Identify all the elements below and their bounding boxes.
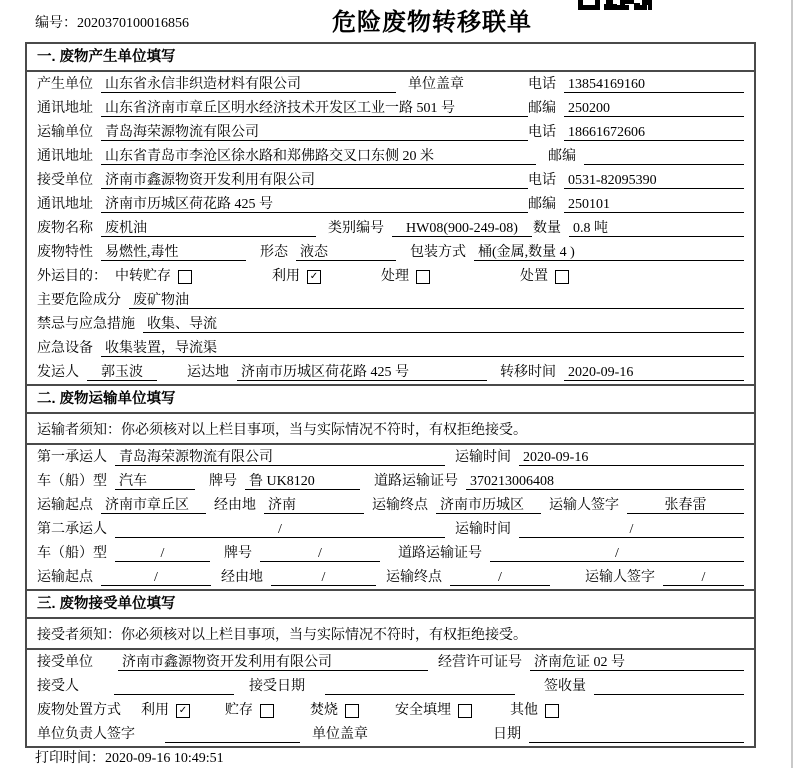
- checkbox-other: [545, 704, 559, 718]
- accept-date-value: [325, 678, 515, 695]
- serial-label: 编号：: [35, 16, 77, 31]
- transport-address-row: [27, 144, 754, 168]
- license-label: 经营许可证号: [438, 655, 522, 670]
- checkbox-landfill: [458, 704, 472, 718]
- checkbox-incinerate: [345, 704, 359, 718]
- transport-time1-value: 2020-09-16: [519, 449, 744, 466]
- section-receiver-title: 三. 废物接受单位填写: [27, 589, 754, 619]
- print-time: 打印时间：2020-09-16 10:49:51: [35, 751, 224, 766]
- serial-number: [35, 12, 189, 32]
- disposal-method-row: [27, 698, 754, 722]
- receiver-address-row: [27, 192, 754, 216]
- checkbox-label: 安全填埋: [395, 703, 451, 718]
- shipper-label: 发运人: [37, 365, 79, 380]
- via2-label: 经由地: [221, 570, 263, 585]
- receiver-address-label: 通讯地址: [37, 197, 93, 212]
- accepting-unit-value: 济南市鑫源物资开发利用有限公司: [118, 654, 428, 671]
- hazard-component-value: 废矿物油: [129, 292, 744, 309]
- vehicle2-row: [27, 541, 754, 565]
- origin1-label: 运输起点: [37, 498, 93, 513]
- transport-address-label: 通讯地址: [37, 149, 93, 164]
- accepting-unit-label: 接受单位: [37, 655, 93, 670]
- quantity-label: 数量: [533, 221, 561, 236]
- origin2-value: /: [101, 569, 211, 586]
- receiver-notice: 接受者须知：你必须核对以上栏目事项，当与实际情况不符时，有权拒绝接受。: [27, 619, 754, 650]
- emergency-equipment-row: [27, 336, 754, 360]
- emergency-measures-row: [27, 312, 754, 336]
- shipper-value: 郭玉波: [87, 364, 157, 381]
- acceptor-label: 接受人: [37, 679, 79, 694]
- accept-date-label: 接受日期: [249, 679, 305, 694]
- via1-value: 济南: [264, 497, 364, 514]
- responsible-sign-label: 单位负责人签字: [37, 727, 135, 742]
- unit-seal-label: 单位盖章: [408, 77, 464, 92]
- category-code-value: HW08(900-249-08): [392, 220, 532, 237]
- receiver-unit-row: [27, 168, 754, 192]
- first-carrier-label: 第一承运人: [37, 450, 107, 465]
- vehicle-type2-value: /: [115, 545, 210, 562]
- transporter-notice: 运输者须知：你必须核对以上栏目事项，当与实际情况不符时，有权拒绝接受。: [27, 414, 754, 445]
- quantity-value: 0.8 吨: [569, 220, 744, 237]
- physical-form-label: 形态: [260, 245, 288, 260]
- origin1-value: 济南市章丘区: [101, 497, 206, 514]
- transport-unit-row: [27, 120, 754, 144]
- checkbox-label: 利用: [141, 703, 169, 718]
- producer-address-label: 通讯地址: [37, 101, 93, 116]
- receiver-phone-value: 0531-82095390: [564, 172, 744, 189]
- plate1-value: 鲁 UK8120: [245, 473, 360, 490]
- endpoint2-label: 运输终点: [386, 570, 442, 585]
- producer-zip-value: 250200: [564, 100, 744, 117]
- transport-address-value: 山东省青岛市李沧区徐水路和郑佛路交叉口东侧 20 米: [101, 148, 536, 165]
- transport-zip-label: 邮编: [548, 149, 576, 164]
- page-edge-line: [791, 0, 793, 768]
- signed-quantity-label: 签收量: [544, 679, 586, 694]
- waste-property-label: 废物特性: [37, 245, 93, 260]
- plate1-label: 牌号: [209, 474, 237, 489]
- transport-zip-value: [584, 148, 744, 165]
- producer-address-value: 山东省济南市章丘区明水经济技术开发区工业一路 501 号: [101, 100, 528, 117]
- emergency-measures-value: 收集、导流: [143, 316, 744, 333]
- receiver-unit-value: 济南市鑫源物资开发利用有限公司: [101, 172, 528, 189]
- page-title: 危险废物转移联单: [332, 9, 532, 36]
- section-producer: [27, 44, 754, 384]
- section-receiver: [27, 589, 754, 746]
- first-carrier-value: 青岛海荣源物流有限公司: [115, 449, 445, 466]
- producer-zip-label: 邮编: [528, 101, 556, 116]
- producer-address-row: [27, 96, 754, 120]
- via1-label: 经由地: [214, 498, 256, 513]
- transfer-time-label: 转移时间: [500, 365, 556, 380]
- serial-value: 2020370100016856: [77, 16, 189, 31]
- checkbox-store: [260, 704, 274, 718]
- endpoint1-label: 运输终点: [372, 498, 428, 513]
- checkbox-label: 处理: [381, 269, 409, 284]
- waste-name-value: 废机油: [101, 220, 316, 237]
- vehicle-type2-label: 车（船）型: [37, 546, 107, 561]
- disposal-option-store: [225, 702, 274, 719]
- purpose-option-dispose: [520, 268, 569, 285]
- transport-phone-value: 18661672606: [564, 124, 744, 141]
- physical-form-value: 液态: [296, 244, 396, 261]
- hazard-component-row: [27, 288, 754, 312]
- endpoint1-value: 济南市历城区: [436, 497, 541, 514]
- section-transporter-title: 二. 废物运输单位填写: [27, 384, 754, 414]
- origin2-label: 运输起点: [37, 570, 93, 585]
- checkbox-utilize: ✓: [307, 270, 321, 284]
- date-label: 日期: [493, 727, 521, 742]
- producer-phone-value: 13854169160: [564, 76, 744, 93]
- waste-property-row: [27, 240, 754, 264]
- section-producer-title: 一. 废物产生单位填写: [27, 44, 754, 72]
- route1-row: [27, 493, 754, 517]
- carrier-sign1-label: 运输人签字: [549, 498, 619, 513]
- emergency-equipment-label: 应急设备: [37, 341, 93, 356]
- producer-unit-label: 产生单位: [37, 77, 93, 92]
- carrier-sign2-label: 运输人签字: [585, 570, 655, 585]
- date-value: [529, 726, 744, 743]
- carrier-sign2-value: /: [663, 569, 744, 586]
- checkbox-label: 其他: [510, 703, 538, 718]
- accepting-unit-row: [27, 650, 754, 674]
- receiver-zip-label: 邮编: [528, 197, 556, 212]
- vehicle-type1-value: 汽车: [115, 473, 195, 490]
- signed-quantity-value: [594, 678, 744, 695]
- category-code-label: 类别编号: [328, 221, 384, 236]
- disposal-method-label: 废物处置方式: [37, 703, 121, 718]
- first-carrier-row: [27, 445, 754, 469]
- via2-value: /: [271, 569, 376, 586]
- route2-row: [27, 565, 754, 589]
- checkbox-label: 中转贮存: [115, 269, 171, 284]
- carrier-sign1-value: 张春雷: [627, 497, 744, 514]
- road-permit2-label: 道路运输证号: [398, 546, 482, 561]
- checkbox-utilize2: ✓: [176, 704, 190, 718]
- destination-label: 运达地: [187, 365, 229, 380]
- purpose-option-treat: [381, 268, 430, 285]
- producer-phone-label: 电话: [528, 77, 556, 92]
- transport-time2-value: /: [519, 521, 744, 538]
- plate2-label: 牌号: [224, 546, 252, 561]
- purpose-option-storage: [115, 268, 192, 285]
- manifest-form: [25, 42, 756, 748]
- purpose-option-utilize: [272, 268, 321, 285]
- plate2-value: /: [260, 545, 380, 562]
- acceptor-value: [114, 678, 234, 695]
- checkbox-label: 处置: [520, 269, 548, 284]
- shipper-row: [27, 360, 754, 384]
- endpoint2-value: /: [450, 569, 550, 586]
- producer-unit-row: [27, 72, 754, 96]
- waste-name-row: [27, 216, 754, 240]
- disposal-option-other: [510, 702, 559, 719]
- hazard-component-label: 主要危险成分: [37, 293, 121, 308]
- packing-method-value: 桶(金属,数量 4 ): [474, 244, 744, 261]
- second-carrier-label: 第二承运人: [37, 522, 107, 537]
- checkbox-dispose: [555, 270, 569, 284]
- qr-code-fragment: [578, 0, 654, 10]
- license-value: 济南危证 02 号: [530, 654, 744, 671]
- receiver-zip-value: 250101: [564, 196, 744, 213]
- packing-method-label: 包装方式: [410, 245, 466, 260]
- checkbox-label: 焚烧: [310, 703, 338, 718]
- responsible-sign-row: [27, 722, 754, 746]
- transport-time1-label: 运输时间: [455, 450, 511, 465]
- transfer-purpose-label: 外运目的：: [37, 269, 107, 284]
- disposal-option-incinerate: [310, 702, 359, 719]
- waste-name-label: 废物名称: [37, 221, 93, 236]
- transfer-time-value: 2020-09-16: [564, 364, 744, 381]
- road-permit1-label: 道路运输证号: [374, 474, 458, 489]
- transport-time2-label: 运输时间: [455, 522, 511, 537]
- receiver-address-value: 济南市历城区荷花路 425 号: [101, 196, 528, 213]
- checkbox-label: 贮存: [225, 703, 253, 718]
- second-carrier-value: /: [115, 521, 445, 538]
- second-carrier-row: [27, 517, 754, 541]
- responsible-sign-value: [165, 726, 300, 743]
- transport-phone-label: 电话: [528, 125, 556, 140]
- emergency-equipment-value: 收集装置，导流渠: [101, 340, 744, 357]
- disposal-option-utilize: [141, 702, 190, 719]
- transport-unit-value: 青岛海荣源物流有限公司: [101, 124, 528, 141]
- emergency-measures-label: 禁忌与应急措施: [37, 317, 135, 332]
- receiver-phone-label: 电话: [528, 173, 556, 188]
- vehicle-type1-label: 车（船）型: [37, 474, 107, 489]
- unit-seal2-label: 单位盖章: [312, 727, 368, 742]
- acceptor-row: [27, 674, 754, 698]
- road-permit1-value: 370213006408: [466, 473, 744, 490]
- checkbox-treat: [416, 270, 430, 284]
- waste-property-value: 易燃性,毒性: [101, 244, 246, 261]
- disposal-option-landfill: [395, 702, 472, 719]
- receiver-unit-label: 接受单位: [37, 173, 93, 188]
- road-permit2-value: /: [490, 545, 744, 562]
- producer-unit-value: 山东省永信非织造材料有限公司: [101, 76, 396, 93]
- destination-value: 济南市历城区荷花路 425 号: [237, 364, 487, 381]
- section-transporter: [27, 384, 754, 589]
- vehicle1-row: [27, 469, 754, 493]
- transfer-purpose-row: [27, 264, 754, 288]
- checkbox-storage: [178, 270, 192, 284]
- checkbox-label: 利用: [272, 269, 300, 284]
- transport-unit-label: 运输单位: [37, 125, 93, 140]
